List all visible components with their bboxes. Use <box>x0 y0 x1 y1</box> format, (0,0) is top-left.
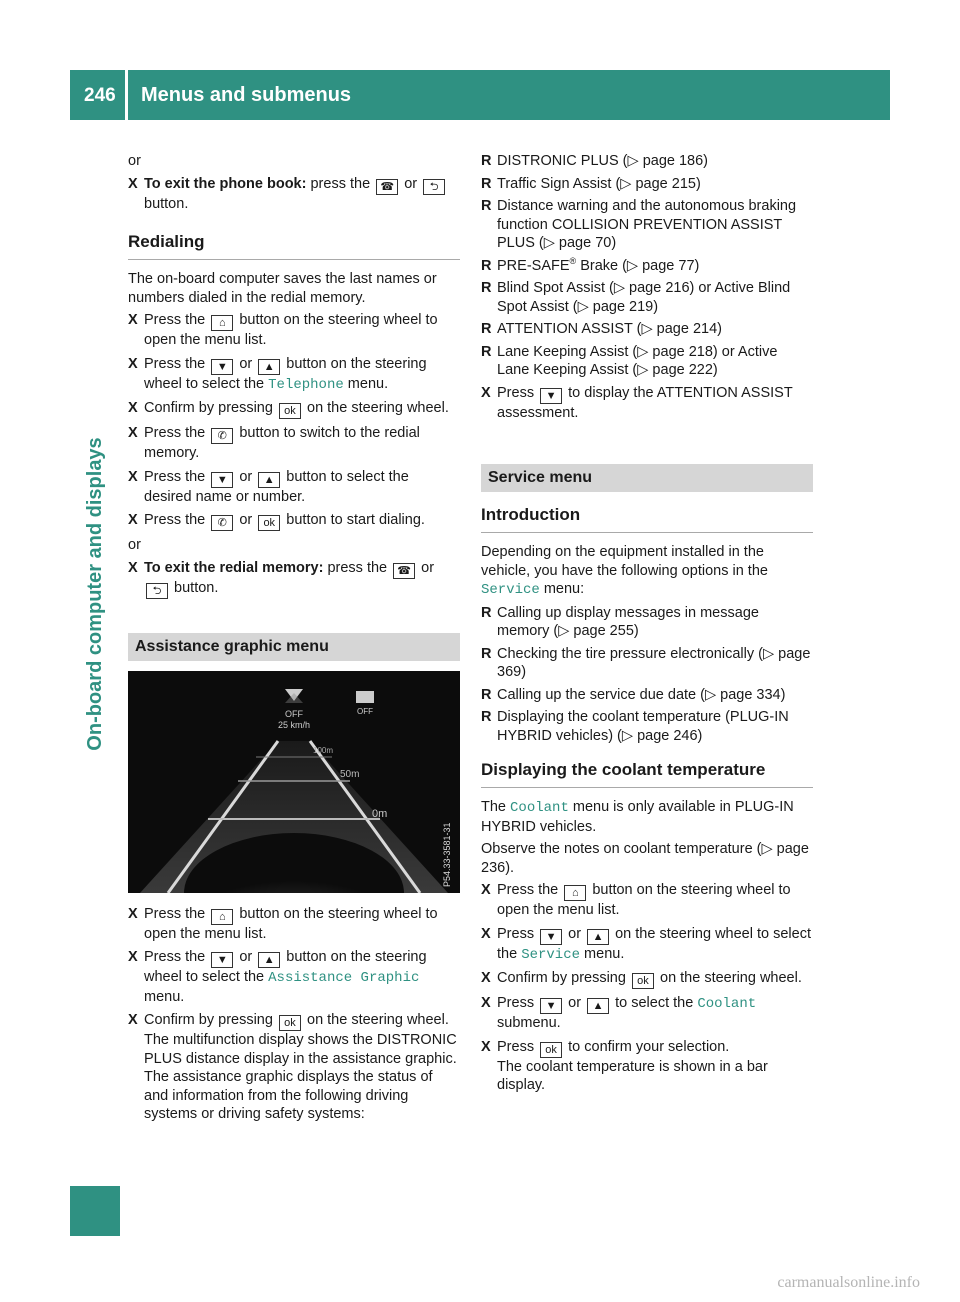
ok-key-icon: ok <box>632 973 654 989</box>
menu-name-service: Service <box>481 582 540 598</box>
coolant-step-3: X Confirm by pressing ok on the steering wheel. <box>481 969 813 989</box>
header-divider <box>125 70 128 120</box>
graphic-code: P54.33-3581-31 <box>442 821 452 887</box>
graphic-distance-100: 100m <box>313 745 334 755</box>
up-key-icon: ▲ <box>587 929 609 945</box>
ok-key-icon: ok <box>540 1042 562 1058</box>
section-sidebar <box>70 120 120 1186</box>
or-text: or <box>128 537 141 553</box>
cup-icon <box>356 691 374 703</box>
assist-step-3: X Confirm by pressing ok on the steering wheel. The multifunction display shows the DISTRONIC PLUS distance display in the assistance graphic. The assistance graphic displays the status of and information from the following driving systems or driving safety systems: <box>128 1011 460 1124</box>
list-item: R PRE-SAFE® Brake (▷ page 77) <box>481 257 813 276</box>
coolant-result: The coolant temperature is shown in a bar display. <box>497 1058 768 1093</box>
hangup-key-icon: ☎ <box>393 563 415 579</box>
menu-name-assistance-graphic: Assistance Graphic <box>268 970 420 986</box>
page-number: 246 <box>84 85 116 106</box>
coolant-notes: Observe the notes on coolant temperature (▷ page 236). <box>481 841 809 876</box>
redial-intro: The on-board computer saves the last names or numbers dialed in the redial memory. <box>128 271 437 306</box>
graphic-label-speed: 25 km/h <box>277 719 311 730</box>
home-key-icon: ⌂ <box>211 315 233 331</box>
intro-text: Depending on the equipment installed in the vehicle, you have the following options in the Service menu: <box>481 544 768 598</box>
down-key-icon: ▼ <box>211 359 233 375</box>
down-key-icon: ▼ <box>540 998 562 1014</box>
down-key-icon: ▼ <box>211 952 233 968</box>
hangup-key-icon: ☎ <box>376 179 398 195</box>
list-item: R Distance warning and the autonomous braking function COLLISION PREVENTION ASSIST PLUS (▷ page 70) <box>481 197 813 253</box>
redial-step-6: X Press the ✆ or ok button to start dialing. <box>128 511 460 531</box>
up-key-icon: ▲ <box>258 359 280 375</box>
list-item: R ATTENTION ASSIST (▷ page 214) <box>481 320 813 339</box>
redial-step-3: X Confirm by pressing ok on the steering wheel. <box>128 399 460 419</box>
step-exit-redial: X To exit the redial memory: press the ☎ or ⮌ button. <box>128 559 460 599</box>
step-exit-phone-book: X To exit the phone book: press the ☎ or ⮌ button. <box>128 175 460 214</box>
coolant-step-4: X Press ▼ or ▲ to select the Coolant submenu. <box>481 994 813 1033</box>
up-key-icon: ▲ <box>258 952 280 968</box>
redial-step-5: X Press the ▼ or ▲ button to select the desired name or number. <box>128 468 460 507</box>
assist-step-2: X Press the ▼ or ▲ button on the steering wheel to select the Assistance Graphic menu. <box>128 948 460 1006</box>
up-key-icon: ▲ <box>587 998 609 1014</box>
back-key-icon: ⮌ <box>146 583 168 599</box>
graphic-distance-0: 0m <box>372 807 388 820</box>
coolant-intro: The Coolant menu is only available in PLUG-IN HYBRID vehicles. <box>481 799 794 835</box>
list-item: R Checking the tire pressure electronically (▷ page 369) <box>481 645 813 682</box>
assistance-graphic-svg <box>128 671 460 893</box>
list-item: R Calling up display messages in message memory (▷ page 255) <box>481 604 813 641</box>
back-key-icon: ⮌ <box>423 179 445 195</box>
left-column <box>128 152 460 1129</box>
home-key-icon: ⌂ <box>211 909 233 925</box>
coolant-step-2: X Press ▼ or ▲ on the steering wheel to select the Service menu. <box>481 925 813 965</box>
down-key-icon: ▼ <box>211 472 233 488</box>
down-key-icon: ▼ <box>540 388 562 404</box>
heading-service-menu: Service menu <box>481 464 813 492</box>
watermark: carmanualsonline.info <box>777 1273 920 1291</box>
heading-redialing: Redialing <box>128 231 460 260</box>
heading-coolant: Displaying the coolant temperature <box>481 759 813 788</box>
section-marker <box>70 1186 120 1236</box>
right-column <box>481 152 813 1100</box>
redial-step-2: X Press the ▼ or ▲ button on the steering wheel to select the Telephone menu. <box>128 355 460 395</box>
page-title: Menus and submenus <box>141 84 352 106</box>
coolant-step-1: X Press the ⌂ button on the steering wheel to open the menu list. <box>481 881 813 920</box>
heading-assistance-graphic-menu: Assistance graphic menu <box>128 633 460 661</box>
ok-key-icon: ok <box>279 1015 301 1031</box>
list-item: R Calling up the service due date (▷ page 334) <box>481 686 813 705</box>
list-item: R Traffic Sign Assist (▷ page 215) <box>481 175 813 194</box>
coolant-step-5: X Press ok to confirm your selection. The coolant temperature is shown in a bar display. <box>481 1038 813 1095</box>
assist-result-2: The assistance graphic displays the status of and information from the following driving systems or driving safety systems: <box>144 1069 433 1122</box>
page-footer <box>0 1240 960 1302</box>
assist-step-1: X Press the ⌂ button on the steering wheel to open the menu list. <box>128 905 460 944</box>
heading-introduction: Introduction <box>481 504 813 533</box>
graphic-label-off-2: OFF <box>357 706 373 716</box>
graphic-label-off-1: OFF <box>285 708 303 719</box>
menu-name-service: Service <box>521 946 581 963</box>
list-item: R Displaying the coolant temperature (PLUG-IN HYBRID vehicles) (▷ page 246) <box>481 708 813 745</box>
list-item: R DISTRONIC PLUS (▷ page 186) <box>481 152 813 171</box>
graphic-distance-50: 50m <box>340 768 360 780</box>
section-title: On-board computer and displays <box>83 437 106 751</box>
step-attention-assist: X Press ▼ to display the ATTENTION ASSIST assessment. <box>481 384 813 423</box>
menu-name-telephone: Telephone <box>268 376 344 393</box>
or-text: or <box>128 153 141 169</box>
up-key-icon: ▲ <box>258 472 280 488</box>
assist-result-1: The multifunction display shows the DISTRONIC PLUS distance display in the assistance graphic. <box>144 1032 457 1067</box>
down-key-icon: ▼ <box>540 929 562 945</box>
page-header <box>70 70 890 120</box>
redial-step-4: X Press the ✆ button to switch to the redial memory. <box>128 424 460 463</box>
call-key-icon: ✆ <box>211 428 233 444</box>
assistance-graphic-image <box>128 671 460 893</box>
ok-key-icon: ok <box>279 403 301 419</box>
home-key-icon: ⌂ <box>564 885 586 901</box>
list-item: R Blind Spot Assist (▷ page 216) or Active Blind Spot Assist (▷ page 219) <box>481 279 813 316</box>
call-key-icon: ✆ <box>211 515 233 531</box>
redial-step-1: X Press the ⌂ button on the steering wheel to open the menu list. <box>128 311 460 350</box>
ok-key-icon: ok <box>258 515 280 531</box>
menu-name-coolant: Coolant <box>697 996 757 1012</box>
menu-name-coolant: Coolant <box>510 800 569 816</box>
list-item: R Lane Keeping Assist (▷ page 218) or Active Lane Keeping Assist (▷ page 222) <box>481 343 813 380</box>
